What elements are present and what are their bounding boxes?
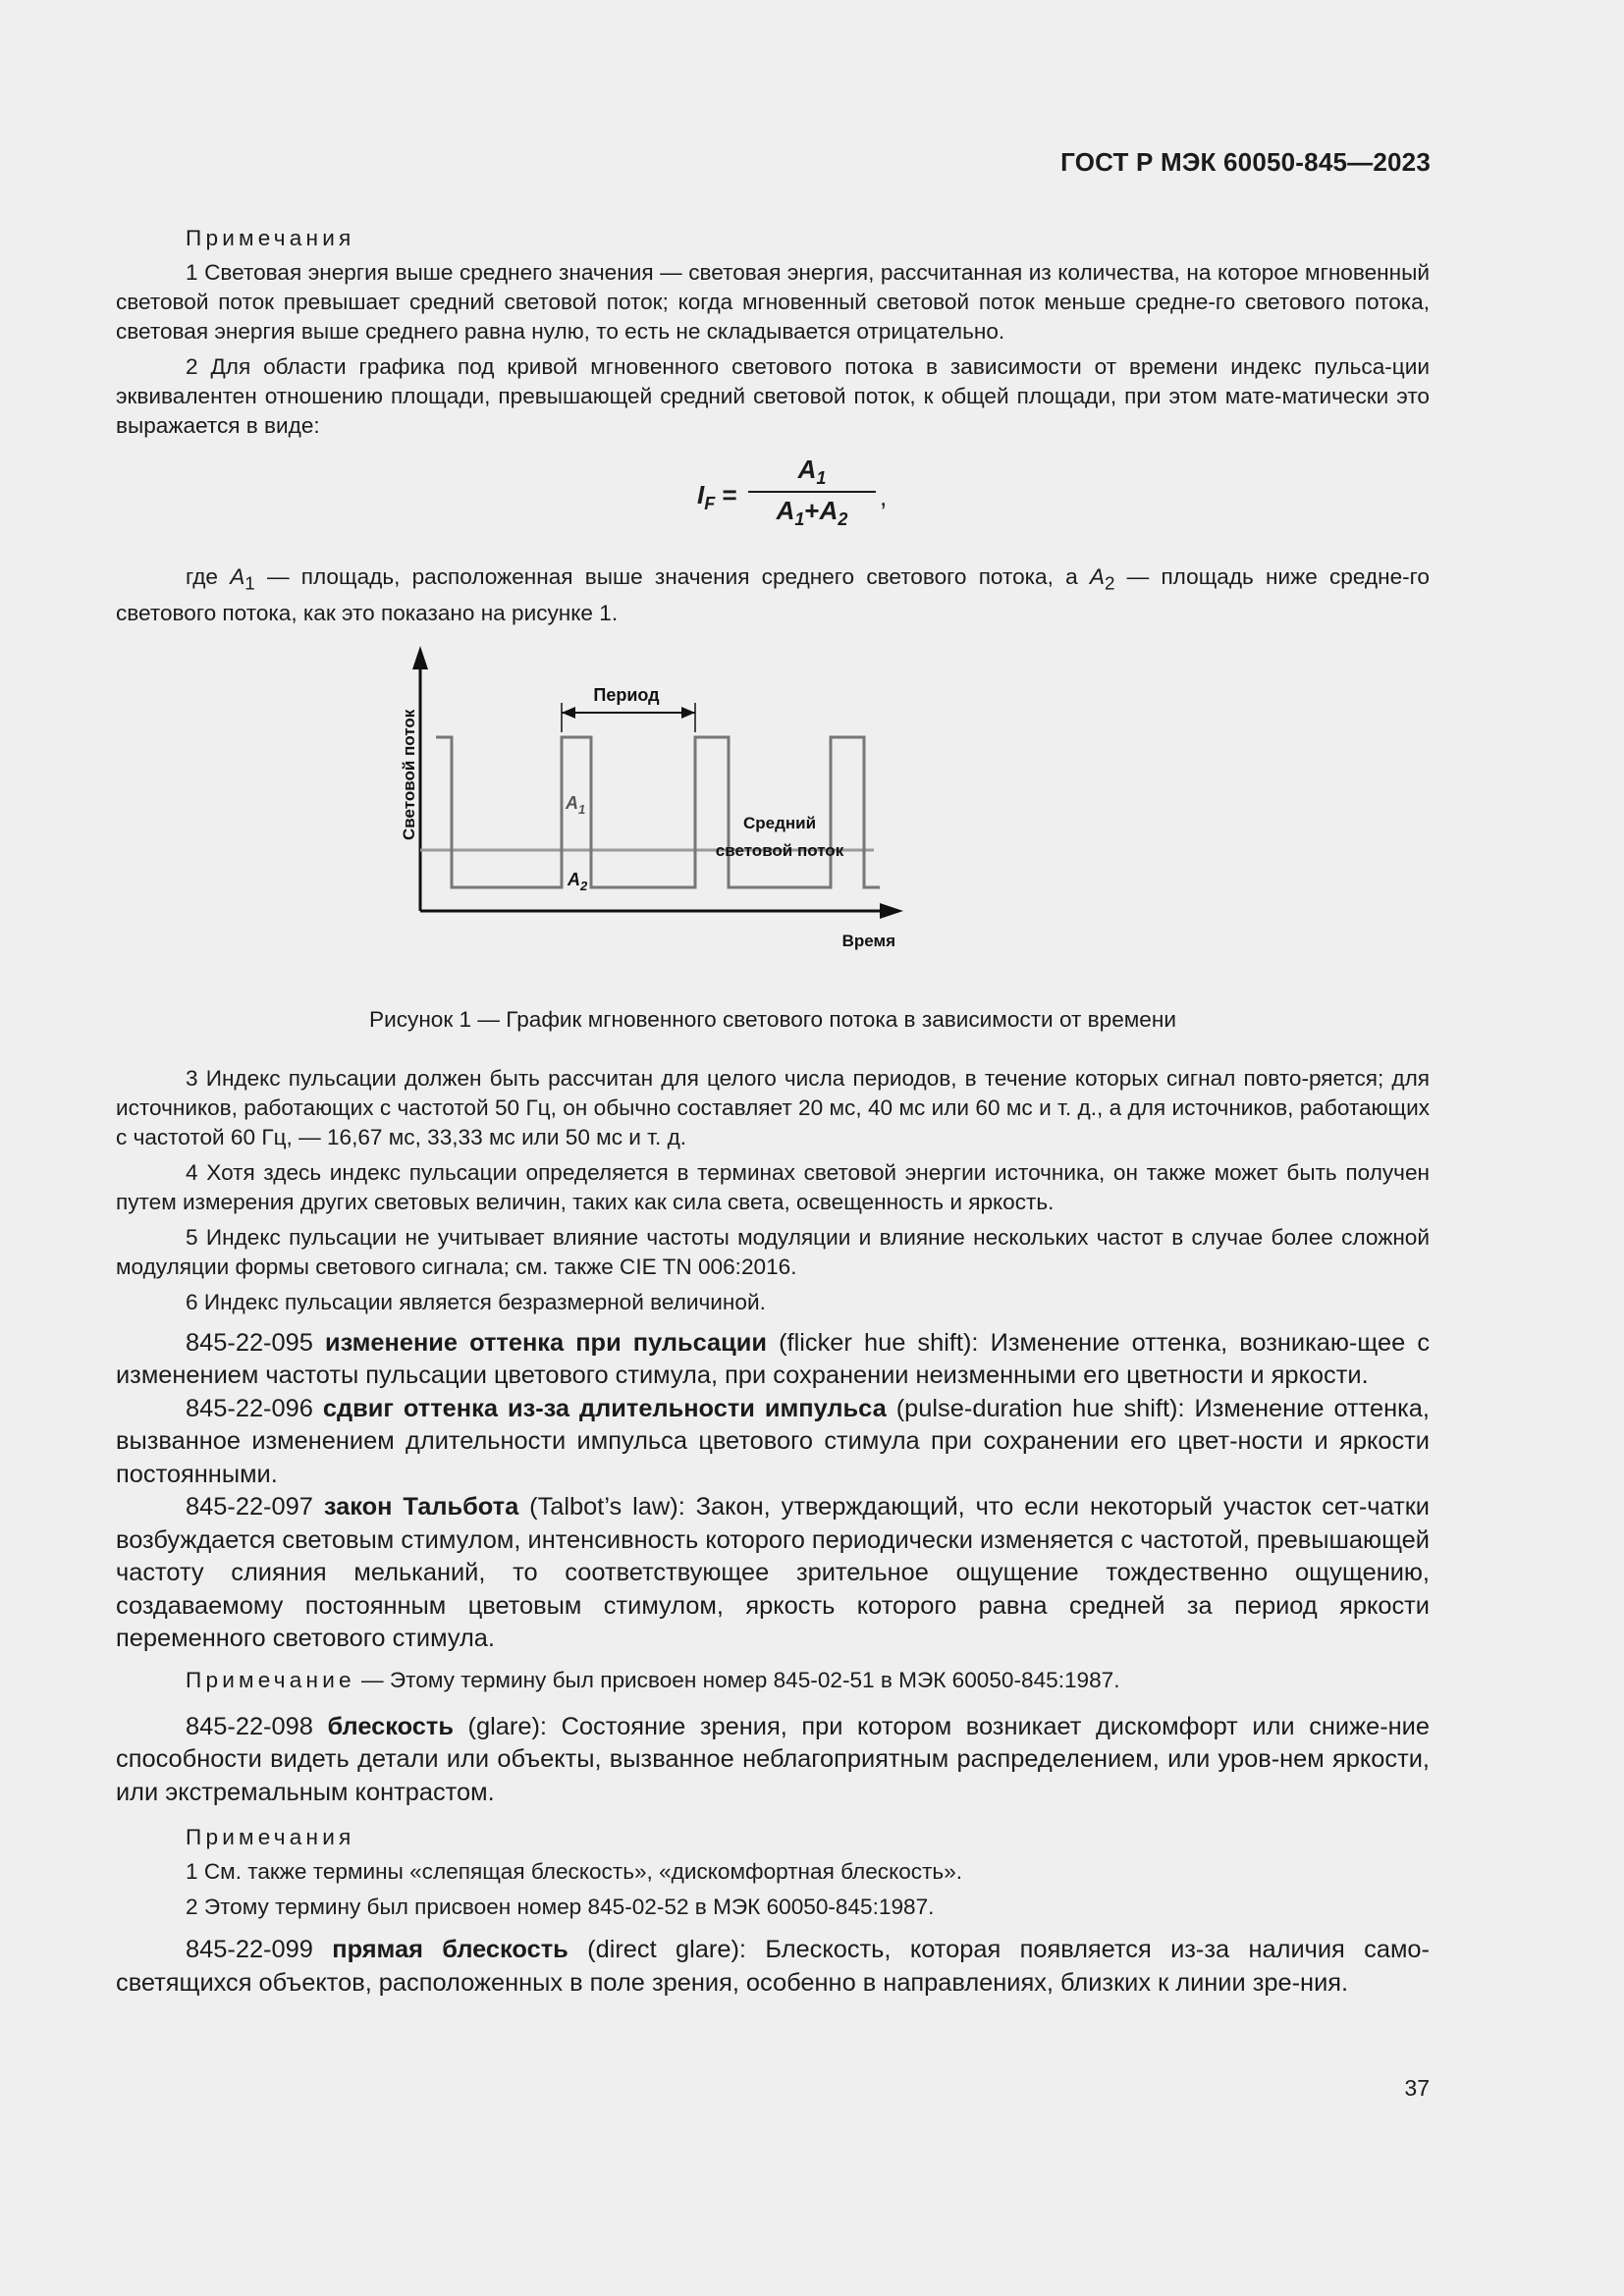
- term-definition: (glare): Состояние зрения, при котором возникает дискомфорт или сниже-ние способности видеть детали или объекты, вызванное неблагоприятным распределением, или уров-нем яркости, или экстремальным контрастом.: [116, 1712, 1430, 1806]
- term-098-notes-heading: Примечания: [186, 1825, 355, 1850]
- term-number: 845-22-098: [186, 1712, 328, 1740]
- term-title: сдвиг оттенка из-за длительности импульса: [322, 1394, 887, 1422]
- note-text: — Этому термину был присвоен номер 845-02-51 в МЭК 60050-845:1987.: [354, 1667, 1120, 1692]
- term-098-note-2: 2 Этому термину был присвоен номер 845-02-52 в МЭК 60050-845:1987.: [186, 1895, 935, 1920]
- note-1: 1 Световая энергия выше среднего значения — световая энергия, рассчитанная из количества, на которое мгновенный световой поток превышает средний световой поток; когда мгновенный световой поток меньше средне-го светового потока, световая энергия выше среднего равна нулю, то есть не складывается отрицательно.: [116, 260, 1430, 344]
- term-definition: (Talbot’s law): Закон, утверждающий, что если некоторый участок сет-чатки возбуждается световым стимулом, интенсивность которого периодически изменяется с частотой, превышающей частоту слияния мельканий, то соответствующее зрительное ощущение тождественно ощущению, создаваемому постоянным цветовым стимулом, яркость которого равна средней за период яркости переменного светового стимула.: [116, 1493, 1430, 1653]
- figure-1: [116, 642, 1430, 995]
- term-title: изменение оттенка при пульсации: [324, 1328, 768, 1357]
- area-a2-label: $A_2$: [568, 869, 588, 893]
- term-845-22-096: [116, 1393, 1430, 1492]
- note-6: 6 Индекс пульсации является безразмерной величиной.: [186, 1289, 766, 1314]
- note-label: Примечание: [186, 1667, 355, 1692]
- term-845-22-099: [116, 1934, 1430, 2000]
- period-arrow-left: [562, 707, 575, 719]
- period-arrow-right: [681, 707, 695, 719]
- figure-caption: Рисунок 1 — График мгновенного светового потока в зависимости от времени: [369, 1006, 1176, 1032]
- term-number: 845-22-097: [186, 1493, 324, 1522]
- term-845-22-098: [116, 1711, 1430, 1810]
- term-845-22-095: [116, 1327, 1430, 1393]
- area-a1-label: $A_1$: [566, 792, 586, 817]
- term-title: блескость: [327, 1712, 454, 1740]
- note-3: 3 Индекс пульсации должен быть рассчитан для целого числа периодов, в течение которых сигнал повто-ряется; для источников, работающих с частотой 50 Гц, он обычно составляет 20 мс, 40 мс или 60 мс и т. д., а для источников, работающих с частотой 60 Гц, — 16,67 мс, 33,33 мс или 50 мс и т. д.: [116, 1065, 1430, 1149]
- formula-explanation: где $A_1$ — площадь, расположенная выше значения среднего светового потока, а $A_2$ — площадь ниже средне-го светового потока, как это показано на рисунке 1.: [116, 564, 1430, 625]
- formula-fraction: [748, 454, 876, 530]
- formula-denominator: $A_1+A_2$: [776, 496, 848, 530]
- formula-numerator: $A_1$: [748, 454, 876, 493]
- period-label: Период: [593, 684, 660, 705]
- term-title: прямая блескость: [332, 1936, 568, 1964]
- y-axis-arrow: [412, 646, 428, 669]
- page-number: 37: [1404, 2075, 1430, 2101]
- term-845-22-097: [116, 1491, 1430, 1656]
- flux-waveform: [436, 737, 880, 887]
- formula-comma: ,: [880, 482, 888, 511]
- term-098-note-1: 1 См. также термины «слепящая блескость», «дискомфортная блескость».: [186, 1859, 963, 1885]
- pulsation-index-formula: [116, 454, 1430, 543]
- flux-time-graph: [389, 642, 1272, 995]
- term-definition: (direct glare): Блескость, которая появляется из-за наличия само-светящихся объектов, расположенных в поле зрения, особенно в направлениях, близких к линии зре-ния.: [116, 1936, 1430, 1997]
- note-5: 5 Индекс пульсации не учитывает влияние частоты модуляции и влияние нескольких частот в случае более сложной модуляции формы светового сигнала; см. также CIE TN 006:2016.: [116, 1224, 1430, 1279]
- term-number: 845-22-095: [186, 1328, 325, 1357]
- x-axis-arrow: [880, 903, 903, 919]
- document-header: ГОСТ Р МЭК 60050-845—2023: [1060, 147, 1431, 177]
- page-content: [116, 224, 1430, 2000]
- term-097-note: [116, 1666, 1430, 1695]
- x-axis-label: Время: [841, 931, 895, 950]
- y-axis-label: Световой поток: [400, 709, 418, 840]
- term-number: 845-22-096: [186, 1394, 323, 1422]
- note-4: 4 Хотя здесь индекс пульсации определяется в терминах световой энергии источника, он также может быть получен путем измерения других световых величин, таких как сила света, освещенность и яркость.: [116, 1159, 1430, 1214]
- formula-lhs: $I_F$ =: [697, 480, 737, 514]
- average-flux-label-line1: Средний: [742, 813, 817, 832]
- note-2: 2 Для области графика под кривой мгновенного светового потока в зависимости от времени индекс пульса-ции эквивалентен отношению площади, превышающей средний световой поток, к общей площади, при этом мате-матически это выражается в виде:: [116, 354, 1430, 438]
- term-number: 845-22-099: [186, 1936, 333, 1964]
- term-definition: (flicker hue shift): Изменение оттенка, возникаю-щее с изменением частоты пульсации цветового стимула, при сохранении неизменными его цветности и яркости.: [116, 1328, 1431, 1390]
- notes-heading: Примечания: [186, 226, 355, 250]
- term-definition: (pulse-duration hue shift): Изменение оттенка, вызванное изменением длительности импульса цветового стимула при сохранении его цвет-ности и яркости постоянными.: [116, 1394, 1430, 1488]
- term-title: закон Тальбота: [323, 1493, 519, 1522]
- average-flux-label-line2: световой поток: [715, 840, 844, 860]
